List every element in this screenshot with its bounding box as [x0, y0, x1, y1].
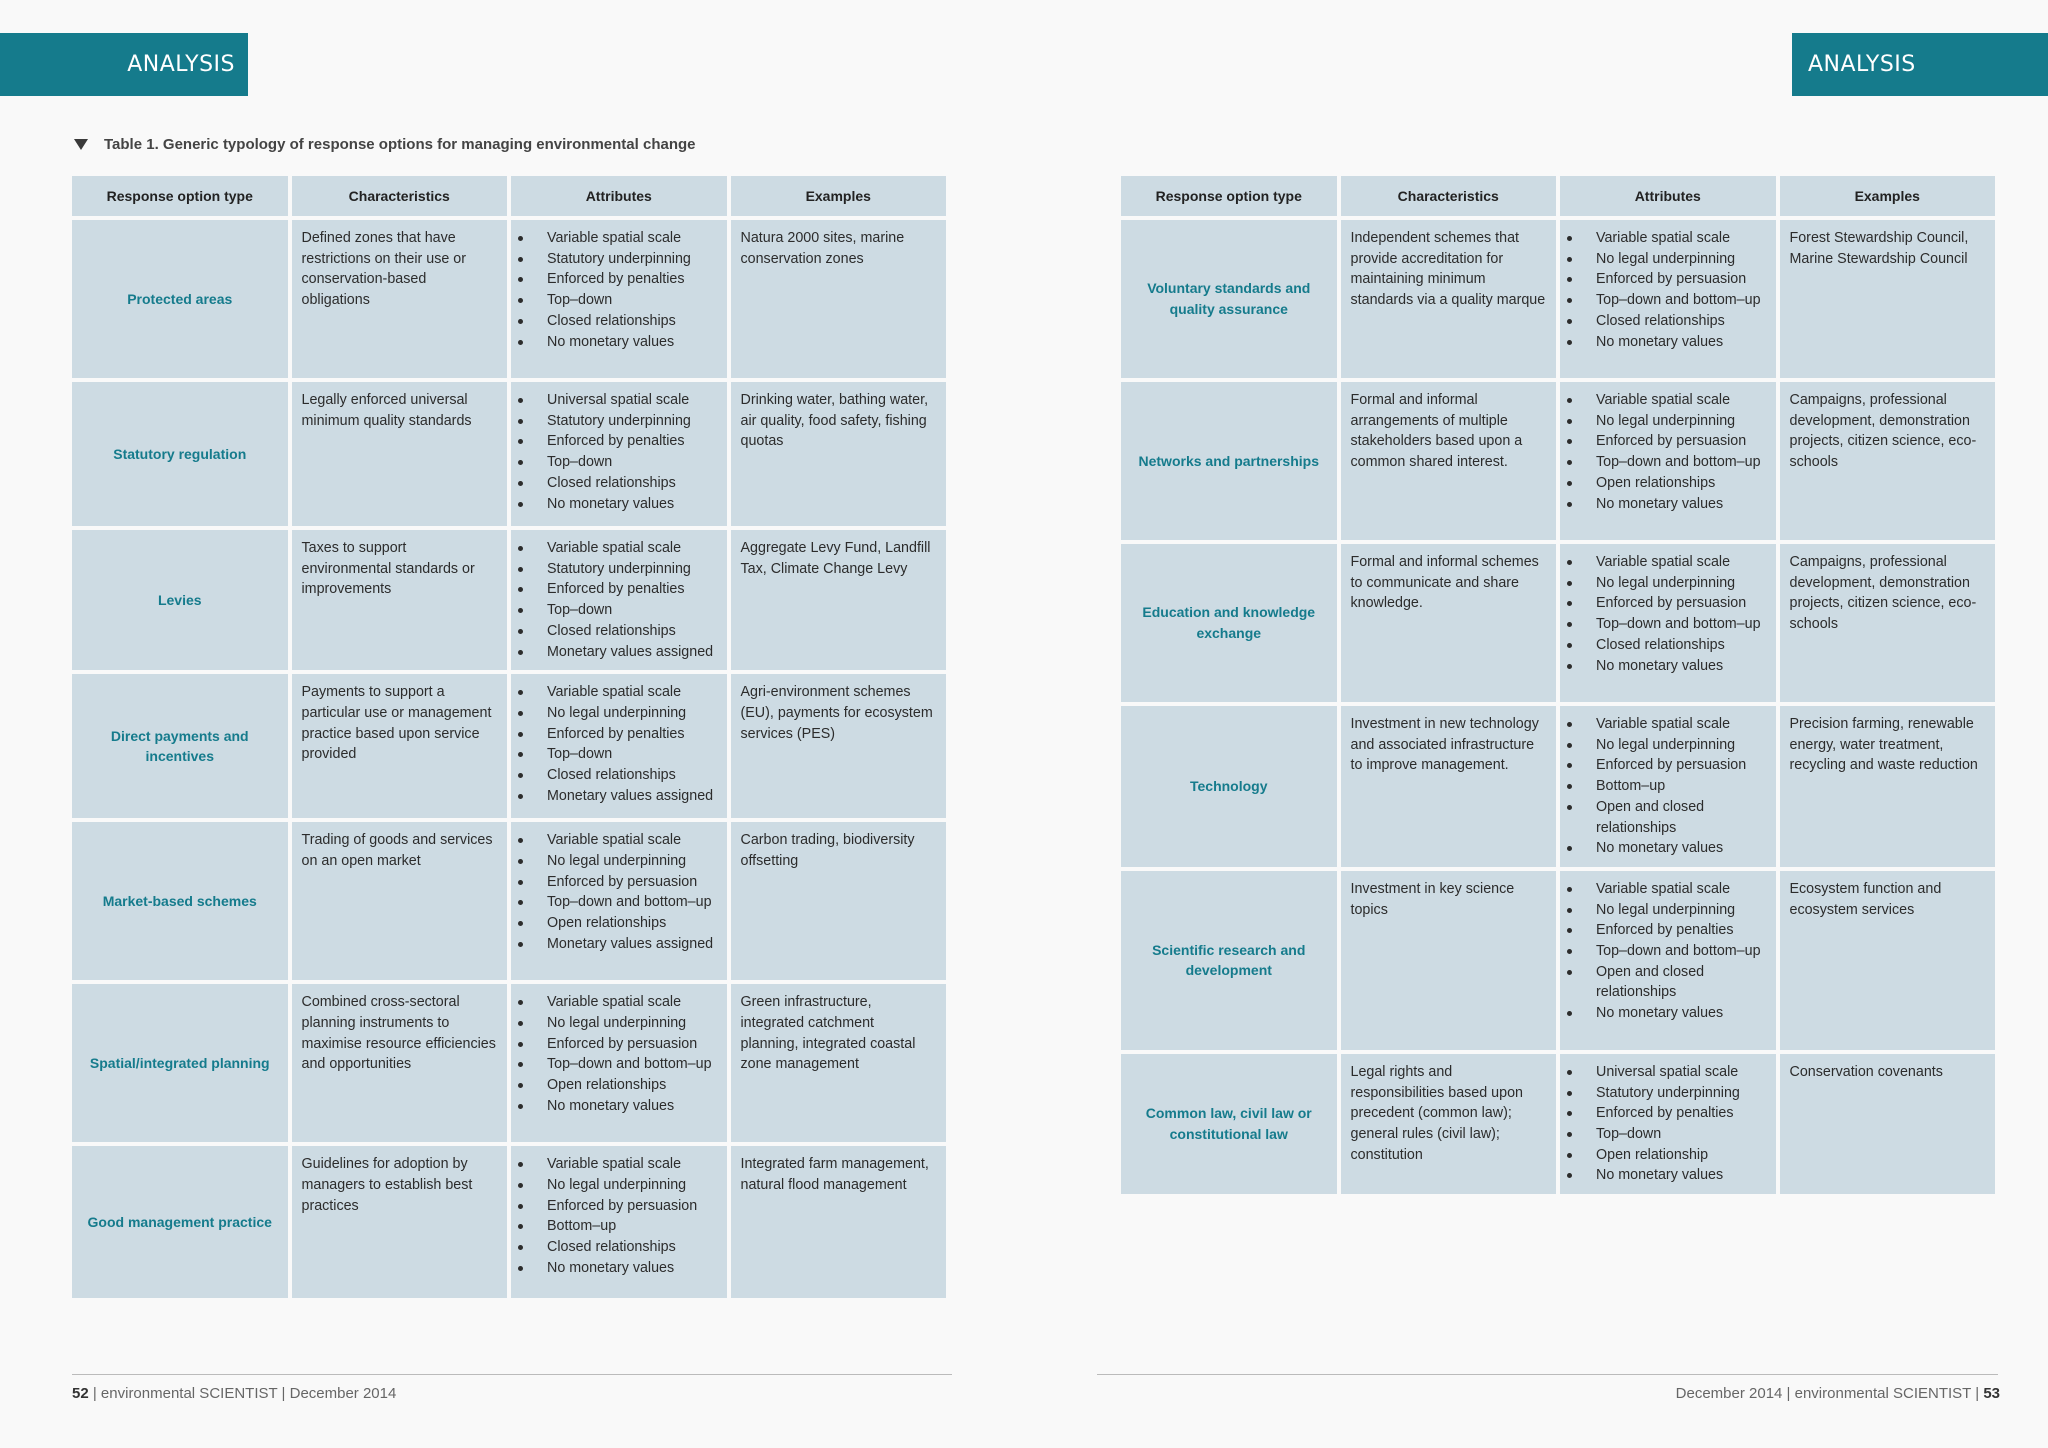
table-row	[72, 822, 946, 980]
table-row	[72, 1146, 946, 1298]
response-option-type-cell: Levies	[72, 530, 288, 670]
attributes-cell	[1560, 382, 1776, 540]
characteristics-cell: Independent schemes that provide accreditation for maintaining minimum standards via a quality marque	[1341, 220, 1557, 378]
attributes-cell	[511, 530, 727, 670]
attributes-list	[511, 992, 723, 1116]
attribute-item: Closed relationships	[511, 473, 723, 494]
attributes-cell	[511, 984, 727, 1142]
attribute-item: Closed relationships	[511, 765, 723, 786]
attribute-item: Open and closed relationships	[1560, 962, 1772, 1003]
attribute-item: Enforced by penalties	[1560, 1103, 1772, 1124]
characteristics-cell: Investment in key science topics	[1341, 871, 1557, 1050]
characteristics-cell: Payments to support a particular use or management practice based upon service provided	[292, 674, 508, 818]
attribute-item: Enforced by persuasion	[1560, 431, 1772, 452]
attribute-item: Variable spatial scale	[511, 830, 723, 851]
attribute-item: No monetary values	[1560, 332, 1772, 353]
attributes-list	[1560, 714, 1772, 859]
table-row	[1121, 706, 1995, 867]
section-label: ANALYSIS	[1808, 52, 1916, 77]
attributes-cell	[511, 674, 727, 818]
section-tab	[0, 33, 248, 96]
attribute-item: Statutory underpinning	[511, 249, 723, 270]
attribute-item: Variable spatial scale	[1560, 228, 1772, 249]
examples-cell: Agri-environment schemes (EU), payments for ecosystem services (PES)	[731, 674, 947, 818]
response-option-type-cell: Spatial/integrated planning	[72, 984, 288, 1142]
attribute-item: Variable spatial scale	[511, 1154, 723, 1175]
examples-cell: Aggregate Levy Fund, Landfill Tax, Climate Change Levy	[731, 530, 947, 670]
attribute-item: Enforced by persuasion	[511, 1196, 723, 1217]
examples-cell: Campaigns, professional development, demonstration projects, citizen science, eco-schools	[1780, 382, 1996, 540]
attribute-item: Enforced by persuasion	[1560, 593, 1772, 614]
table-row	[1121, 1054, 1995, 1194]
footer-text: December 2014 | environmental SCIENTIST |	[1675, 1385, 1984, 1402]
attributes-list	[511, 390, 723, 514]
examples-cell: Precision farming, renewable energy, water treatment, recycling and waste reduction	[1780, 706, 1996, 867]
characteristics-cell: Formal and informal schemes to communicate and share knowledge.	[1341, 544, 1557, 702]
response-option-type-cell: Market-based schemes	[72, 822, 288, 980]
attributes-list	[1560, 879, 1772, 1024]
attribute-item: No monetary values	[511, 1258, 723, 1279]
attribute-item: Variable spatial scale	[511, 682, 723, 703]
response-option-type-cell: Direct payments and incentives	[72, 674, 288, 818]
attributes-cell	[511, 382, 727, 526]
table-row	[1121, 544, 1995, 702]
attributes-list	[1560, 390, 1772, 514]
attribute-item: Closed relationships	[511, 1237, 723, 1258]
characteristics-cell: Combined cross-sectoral planning instruments to maximise resource efficiencies and opportunities	[292, 984, 508, 1142]
attribute-item: Open relationships	[1560, 473, 1772, 494]
attribute-item: Closed relationships	[511, 311, 723, 332]
characteristics-cell: Taxes to support environmental standards or improvements	[292, 530, 508, 670]
attribute-item: No legal underpinning	[1560, 411, 1772, 432]
typology-table-right	[1117, 172, 1999, 1198]
triangle-down-icon	[74, 139, 88, 150]
attributes-cell	[1560, 220, 1776, 378]
attribute-item: Variable spatial scale	[511, 992, 723, 1013]
header-attributes: Attributes	[1560, 176, 1776, 216]
characteristics-cell: Guidelines for adoption by managers to establish best practices	[292, 1146, 508, 1298]
attribute-item: No monetary values	[1560, 1003, 1772, 1024]
attribute-item: Top–down	[511, 452, 723, 473]
header-response-option-type: Response option type	[1121, 176, 1337, 216]
attribute-item: Enforced by persuasion	[1560, 755, 1772, 776]
header-attributes: Attributes	[511, 176, 727, 216]
attribute-item: Statutory underpinning	[511, 411, 723, 432]
attribute-item: Monetary values assigned	[511, 786, 723, 807]
attribute-item: Enforced by persuasion	[511, 1034, 723, 1055]
attribute-item: Variable spatial scale	[511, 228, 723, 249]
characteristics-cell: Investment in new technology and associated infrastructure to improve management.	[1341, 706, 1557, 867]
response-option-type-cell: Common law, civil law or constitutional law	[1121, 1054, 1337, 1194]
attribute-item: Top–down and bottom–up	[1560, 290, 1772, 311]
header-response-option-type: Response option type	[72, 176, 288, 216]
characteristics-cell: Legally enforced universal minimum quality standards	[292, 382, 508, 526]
attributes-cell	[1560, 706, 1776, 867]
table-row	[1121, 871, 1995, 1050]
table-row	[72, 382, 946, 526]
table-row	[72, 220, 946, 378]
attribute-item: Top–down and bottom–up	[511, 892, 723, 913]
attributes-cell	[1560, 871, 1776, 1050]
attribute-item: Variable spatial scale	[1560, 552, 1772, 573]
footer-text: | environmental SCIENTIST | December 2014	[92, 1385, 397, 1402]
section-tab	[1792, 33, 2048, 96]
attribute-item: No legal underpinning	[511, 1175, 723, 1196]
attribute-item: Top–down	[511, 600, 723, 621]
attribute-item: Enforced by persuasion	[1560, 269, 1772, 290]
attribute-item: Monetary values assigned	[511, 642, 723, 663]
attributes-list	[1560, 1062, 1772, 1186]
header-characteristics: Characteristics	[1341, 176, 1557, 216]
attribute-item: Top–down	[1560, 1124, 1772, 1145]
page-number: 52	[72, 1385, 89, 1402]
attribute-item: Top–down and bottom–up	[1560, 452, 1772, 473]
examples-cell: Forest Stewardship Council, Marine Stewardship Council	[1780, 220, 1996, 378]
characteristics-cell: Trading of goods and services on an open market	[292, 822, 508, 980]
attributes-list	[511, 1154, 723, 1278]
attribute-item: Enforced by penalties	[511, 431, 723, 452]
attribute-item: Open and closed relationships	[1560, 797, 1772, 838]
header-examples: Examples	[1780, 176, 1996, 216]
attribute-item: No legal underpinning	[1560, 573, 1772, 594]
attribute-item: Open relationships	[511, 913, 723, 934]
attribute-item: Statutory underpinning	[1560, 1083, 1772, 1104]
page-footer	[1676, 1385, 2000, 1402]
attribute-item: No monetary values	[1560, 494, 1772, 515]
characteristics-cell: Legal rights and responsibilities based upon precedent (common law); general rules (civil law); constitution	[1341, 1054, 1557, 1194]
attribute-item: Monetary values assigned	[511, 934, 723, 955]
response-option-type-cell: Technology	[1121, 706, 1337, 867]
examples-cell: Carbon trading, biodiversity offsetting	[731, 822, 947, 980]
attribute-item: No monetary values	[1560, 1165, 1772, 1186]
examples-cell: Drinking water, bathing water, air quality, food safety, fishing quotas	[731, 382, 947, 526]
table-row	[72, 674, 946, 818]
attribute-item: Open relationship	[1560, 1145, 1772, 1166]
table-header-row	[72, 176, 946, 216]
response-option-type-cell: Good management practice	[72, 1146, 288, 1298]
attribute-item: Variable spatial scale	[1560, 879, 1772, 900]
table-row	[72, 984, 946, 1142]
attribute-item: Variable spatial scale	[1560, 390, 1772, 411]
attribute-item: No monetary values	[511, 1096, 723, 1117]
attributes-cell	[511, 220, 727, 378]
typology-table-left	[68, 172, 950, 1302]
response-option-type-cell: Education and knowledge exchange	[1121, 544, 1337, 702]
attribute-item: Universal spatial scale	[511, 390, 723, 411]
examples-cell: Natura 2000 sites, marine conservation zones	[731, 220, 947, 378]
table-header-row	[1121, 176, 1995, 216]
attribute-item: No monetary values	[511, 332, 723, 353]
attributes-list	[511, 682, 723, 806]
attribute-item: Closed relationships	[1560, 635, 1772, 656]
characteristics-cell: Formal and informal arrangements of multiple stakeholders based upon a common shared interest.	[1341, 382, 1557, 540]
attribute-item: Enforced by persuasion	[511, 872, 723, 893]
attribute-item: Open relationships	[511, 1075, 723, 1096]
attributes-cell	[511, 822, 727, 980]
response-option-type-cell: Scientific research and development	[1121, 871, 1337, 1050]
attribute-item: No monetary values	[1560, 656, 1772, 677]
attribute-item: No legal underpinning	[1560, 900, 1772, 921]
attribute-item: No legal underpinning	[511, 1013, 723, 1034]
attribute-item: Variable spatial scale	[1560, 714, 1772, 735]
table-row	[1121, 220, 1995, 378]
attribute-item: Closed relationships	[1560, 311, 1772, 332]
header-characteristics: Characteristics	[292, 176, 508, 216]
attributes-list	[1560, 552, 1772, 676]
attribute-item: Bottom–up	[1560, 776, 1772, 797]
examples-cell: Campaigns, professional development, demonstration projects, citizen science, eco-schools	[1780, 544, 1996, 702]
attribute-item: Enforced by penalties	[1560, 920, 1772, 941]
response-option-type-cell: Voluntary standards and quality assurance	[1121, 220, 1337, 378]
response-option-type-cell: Protected areas	[72, 220, 288, 378]
section-label: ANALYSIS	[127, 52, 235, 77]
attribute-item: Statutory underpinning	[511, 559, 723, 580]
table-row	[1121, 382, 1995, 540]
attribute-item: Bottom–up	[511, 1216, 723, 1237]
page-number: 53	[1983, 1385, 2000, 1402]
attribute-item: No legal underpinning	[1560, 249, 1772, 270]
examples-cell: Ecosystem function and ecosystem services	[1780, 871, 1996, 1050]
attribute-item: No monetary values	[1560, 838, 1772, 859]
attribute-item: No legal underpinning	[511, 703, 723, 724]
examples-cell: Integrated farm management, natural flood management	[731, 1146, 947, 1298]
attributes-list	[1560, 228, 1772, 352]
right-page	[1024, 0, 2048, 1448]
attribute-item: Enforced by penalties	[511, 269, 723, 290]
footer-rule	[1097, 1374, 1998, 1375]
attributes-list	[511, 830, 723, 954]
attribute-item: Enforced by penalties	[511, 724, 723, 745]
attribute-item: Top–down and bottom–up	[511, 1054, 723, 1075]
table-row	[72, 530, 946, 670]
attributes-list	[511, 228, 723, 352]
attribute-item: Top–down and bottom–up	[1560, 941, 1772, 962]
page-footer	[72, 1385, 396, 1402]
attribute-item: Top–down	[511, 290, 723, 311]
header-examples: Examples	[731, 176, 947, 216]
response-option-type-cell: Statutory regulation	[72, 382, 288, 526]
attribute-item: No monetary values	[511, 494, 723, 515]
examples-cell: Green infrastructure, integrated catchment planning, integrated coastal zone management	[731, 984, 947, 1142]
attribute-item: Enforced by penalties	[511, 579, 723, 600]
attributes-cell	[511, 1146, 727, 1298]
characteristics-cell: Defined zones that have restrictions on their use or conservation-based obligations	[292, 220, 508, 378]
footer-rule	[72, 1374, 952, 1375]
attributes-list	[511, 538, 723, 662]
attributes-cell	[1560, 544, 1776, 702]
attribute-item: Top–down and bottom–up	[1560, 614, 1772, 635]
attribute-item: Variable spatial scale	[511, 538, 723, 559]
attribute-item: Universal spatial scale	[1560, 1062, 1772, 1083]
attribute-item: No legal underpinning	[511, 851, 723, 872]
table-caption	[74, 136, 696, 153]
attributes-cell	[1560, 1054, 1776, 1194]
examples-cell: Conservation covenants	[1780, 1054, 1996, 1194]
attribute-item: Top–down	[511, 744, 723, 765]
attribute-item: Closed relationships	[511, 621, 723, 642]
response-option-type-cell: Networks and partnerships	[1121, 382, 1337, 540]
attribute-item: No legal underpinning	[1560, 735, 1772, 756]
caption-text: Table 1. Generic typology of response options for managing environmental change	[104, 136, 696, 153]
